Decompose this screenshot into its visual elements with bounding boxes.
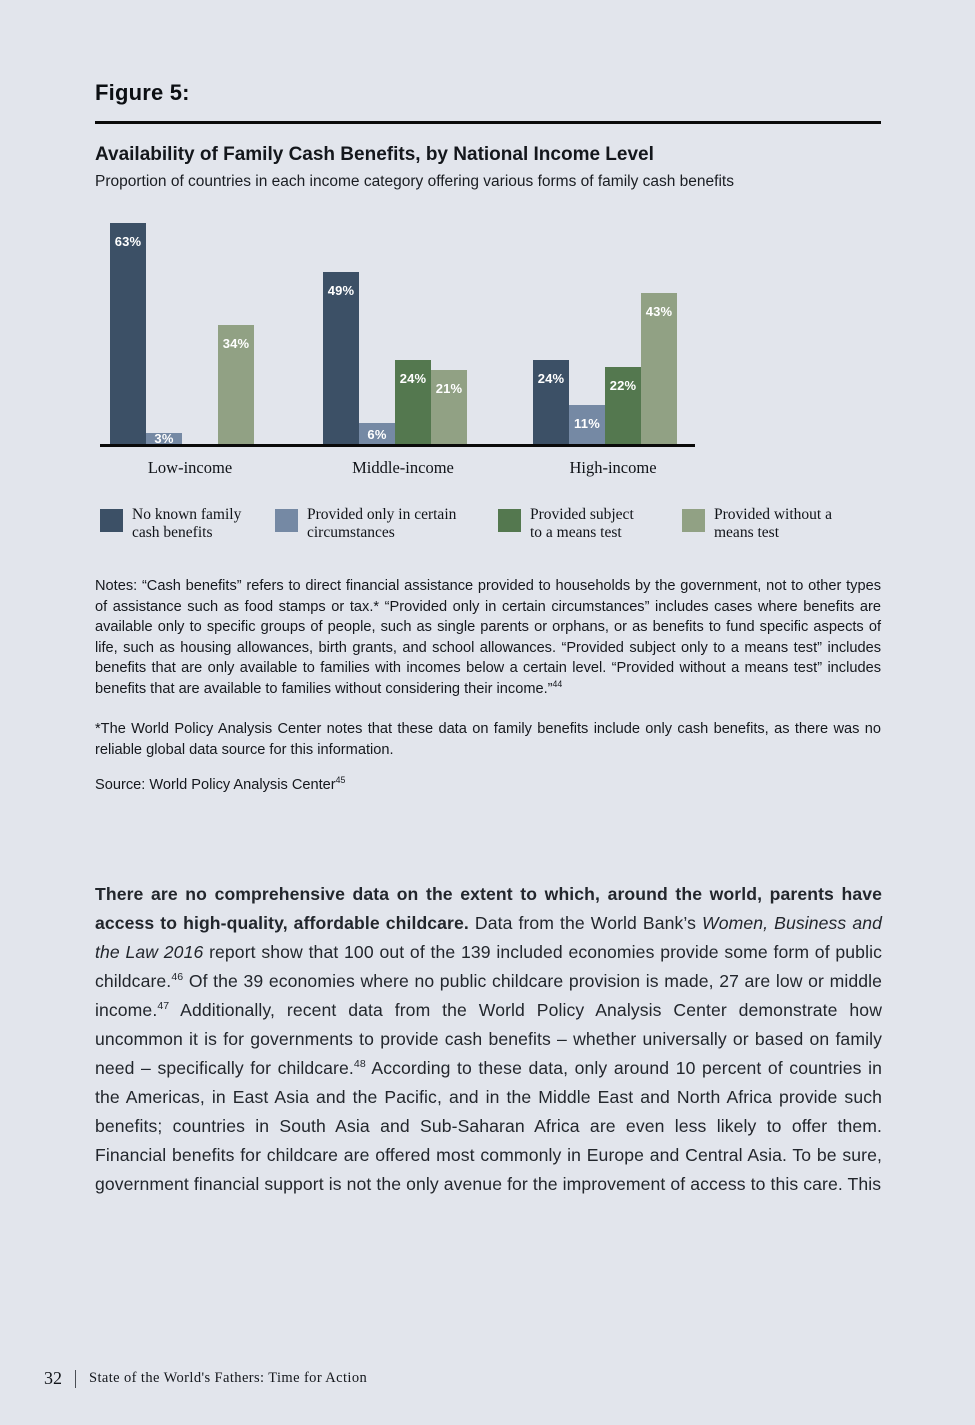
bar-middle-income-series-1 [323, 272, 359, 444]
bar-value-label: 21% [435, 381, 463, 396]
bar-value-label: 34% [222, 336, 250, 351]
text-segment: Source: World Policy Analysis Center [95, 777, 336, 793]
legend-item [498, 506, 634, 542]
bar-value-label: 3% [154, 431, 174, 446]
grouped-bar-chart [95, 220, 881, 485]
x-axis-line [100, 444, 695, 447]
legend-label: Provided without a means test [714, 506, 832, 541]
superscript-reference: 45 [335, 775, 346, 786]
bar-value-label: 24% [399, 371, 427, 386]
figure-subtitle: Proportion of countries in each income category offering various forms of family cash benefits [95, 173, 734, 190]
legend-label: Provided only in certain circumstances [307, 506, 457, 541]
notes-paragraph [95, 576, 881, 700]
text-segment: Women, Business and the Law 2016 [95, 913, 882, 962]
legend-item [275, 506, 456, 542]
superscript-reference: 46 [171, 971, 184, 984]
legend-swatch [682, 509, 705, 532]
bar-middle-income-series-3 [395, 360, 431, 444]
bar-value-label: 24% [537, 371, 565, 386]
bar-value-label: 11% [574, 416, 600, 431]
legend-item [682, 506, 832, 542]
text-segment: report show that 100 out of the 139 included economies provide some form of public childcare. [95, 942, 882, 991]
bar-value-label: 63% [114, 234, 142, 249]
chart-legend [95, 506, 881, 556]
legend-swatch [275, 509, 298, 532]
bar-high-income-series-4 [641, 293, 677, 444]
bar-low-income-series-2 [146, 433, 182, 444]
legend-label: Provided subject to a means test [530, 506, 634, 541]
text-segment: Of the 39 economies where no public childcare provision is made, 27 are low or middle income. [95, 971, 882, 1020]
bar-value-label: 22% [609, 378, 637, 393]
bar-value-label: 49% [327, 283, 355, 298]
body-paragraph [95, 880, 882, 1199]
bar-low-income-series-1 [110, 223, 146, 444]
figure-title: Availability of Family Cash Benefits, by National Income Level [95, 144, 654, 165]
superscript-reference: 47 [157, 1000, 170, 1013]
footer-title: State of the World's Fathers: Time for Action [89, 1370, 368, 1386]
legend-item [100, 506, 241, 542]
superscript-reference: 48 [353, 1058, 366, 1071]
legend-label: No known family cash benefits [132, 506, 242, 541]
text-segment: Additionally, recent data from the World Policy Analysis Center demonstrate how uncommon it is for governments to provide cash benefits – whether universally or based on family need – specifically for childcare. [95, 1000, 882, 1078]
text-segment: *The World Policy Analysis Center notes that these data on family benefits include only cash benefits, as there was no reliable global data source for this information. [95, 721, 881, 758]
bar-value-label: 43% [645, 304, 673, 319]
bar-middle-income-series-4 [431, 370, 467, 444]
text-segment: Notes: “Cash benefits” refers to direct financial assistance provided to households by the government, not to other types of assistance such as food stamps or tax.* “Provided only in certain circumstances” includes cases where benefits are available only to specific groups of people, such as single parents or orphans, or as benefits to fund specific aspects of life, such as housing allowances, birth grants, and school allowances. “Provided subject only to a means test” includes benefits that are only available to families with incomes below a certain level. “Provided without a means test” includes benefits that are available to families without considering their income.” [95, 578, 881, 697]
text-segment: There are no comprehensive data on the extent to which, around the world, parents have access to high-quality, affordable childcare. [95, 884, 882, 933]
source-line [95, 777, 881, 793]
category-label-high-income: High-income [569, 458, 657, 477]
page-footer [44, 1368, 367, 1389]
bar-low-income-series-4 [218, 325, 254, 444]
divider-rule [95, 121, 881, 124]
footer-separator [75, 1370, 76, 1388]
category-label-low-income: Low-income [147, 458, 233, 477]
bar-value-label: 6% [367, 427, 387, 442]
superscript-reference: 44 [552, 679, 563, 690]
bar-high-income-series-1 [533, 360, 569, 444]
legend-swatch [100, 509, 123, 532]
page-number: 32 [44, 1368, 62, 1388]
legend-swatch [498, 509, 521, 532]
bar-middle-income-series-2 [359, 423, 395, 444]
text-segment: Data from the World Bank’s [474, 913, 703, 933]
footnote-paragraph [95, 719, 881, 760]
bar-high-income-series-2 [569, 405, 605, 444]
figure-label: Figure 5: [95, 80, 190, 105]
category-label-middle-income: Middle-income [352, 458, 454, 477]
text-segment: According to these data, only around 10 percent of countries in the Americas, in East Asia and the Pacific, and in the Middle East and North Africa provide such benefits; countries in South Asia and Sub-Saharan Africa are even less likely to offer them. Financial benefits for childcare are offered most commonly in Europe and Central Asia. To be sure, government financial support is not the only avenue for the improvement of access to this care. This [95, 1058, 882, 1194]
bar-high-income-series-3 [605, 367, 641, 444]
